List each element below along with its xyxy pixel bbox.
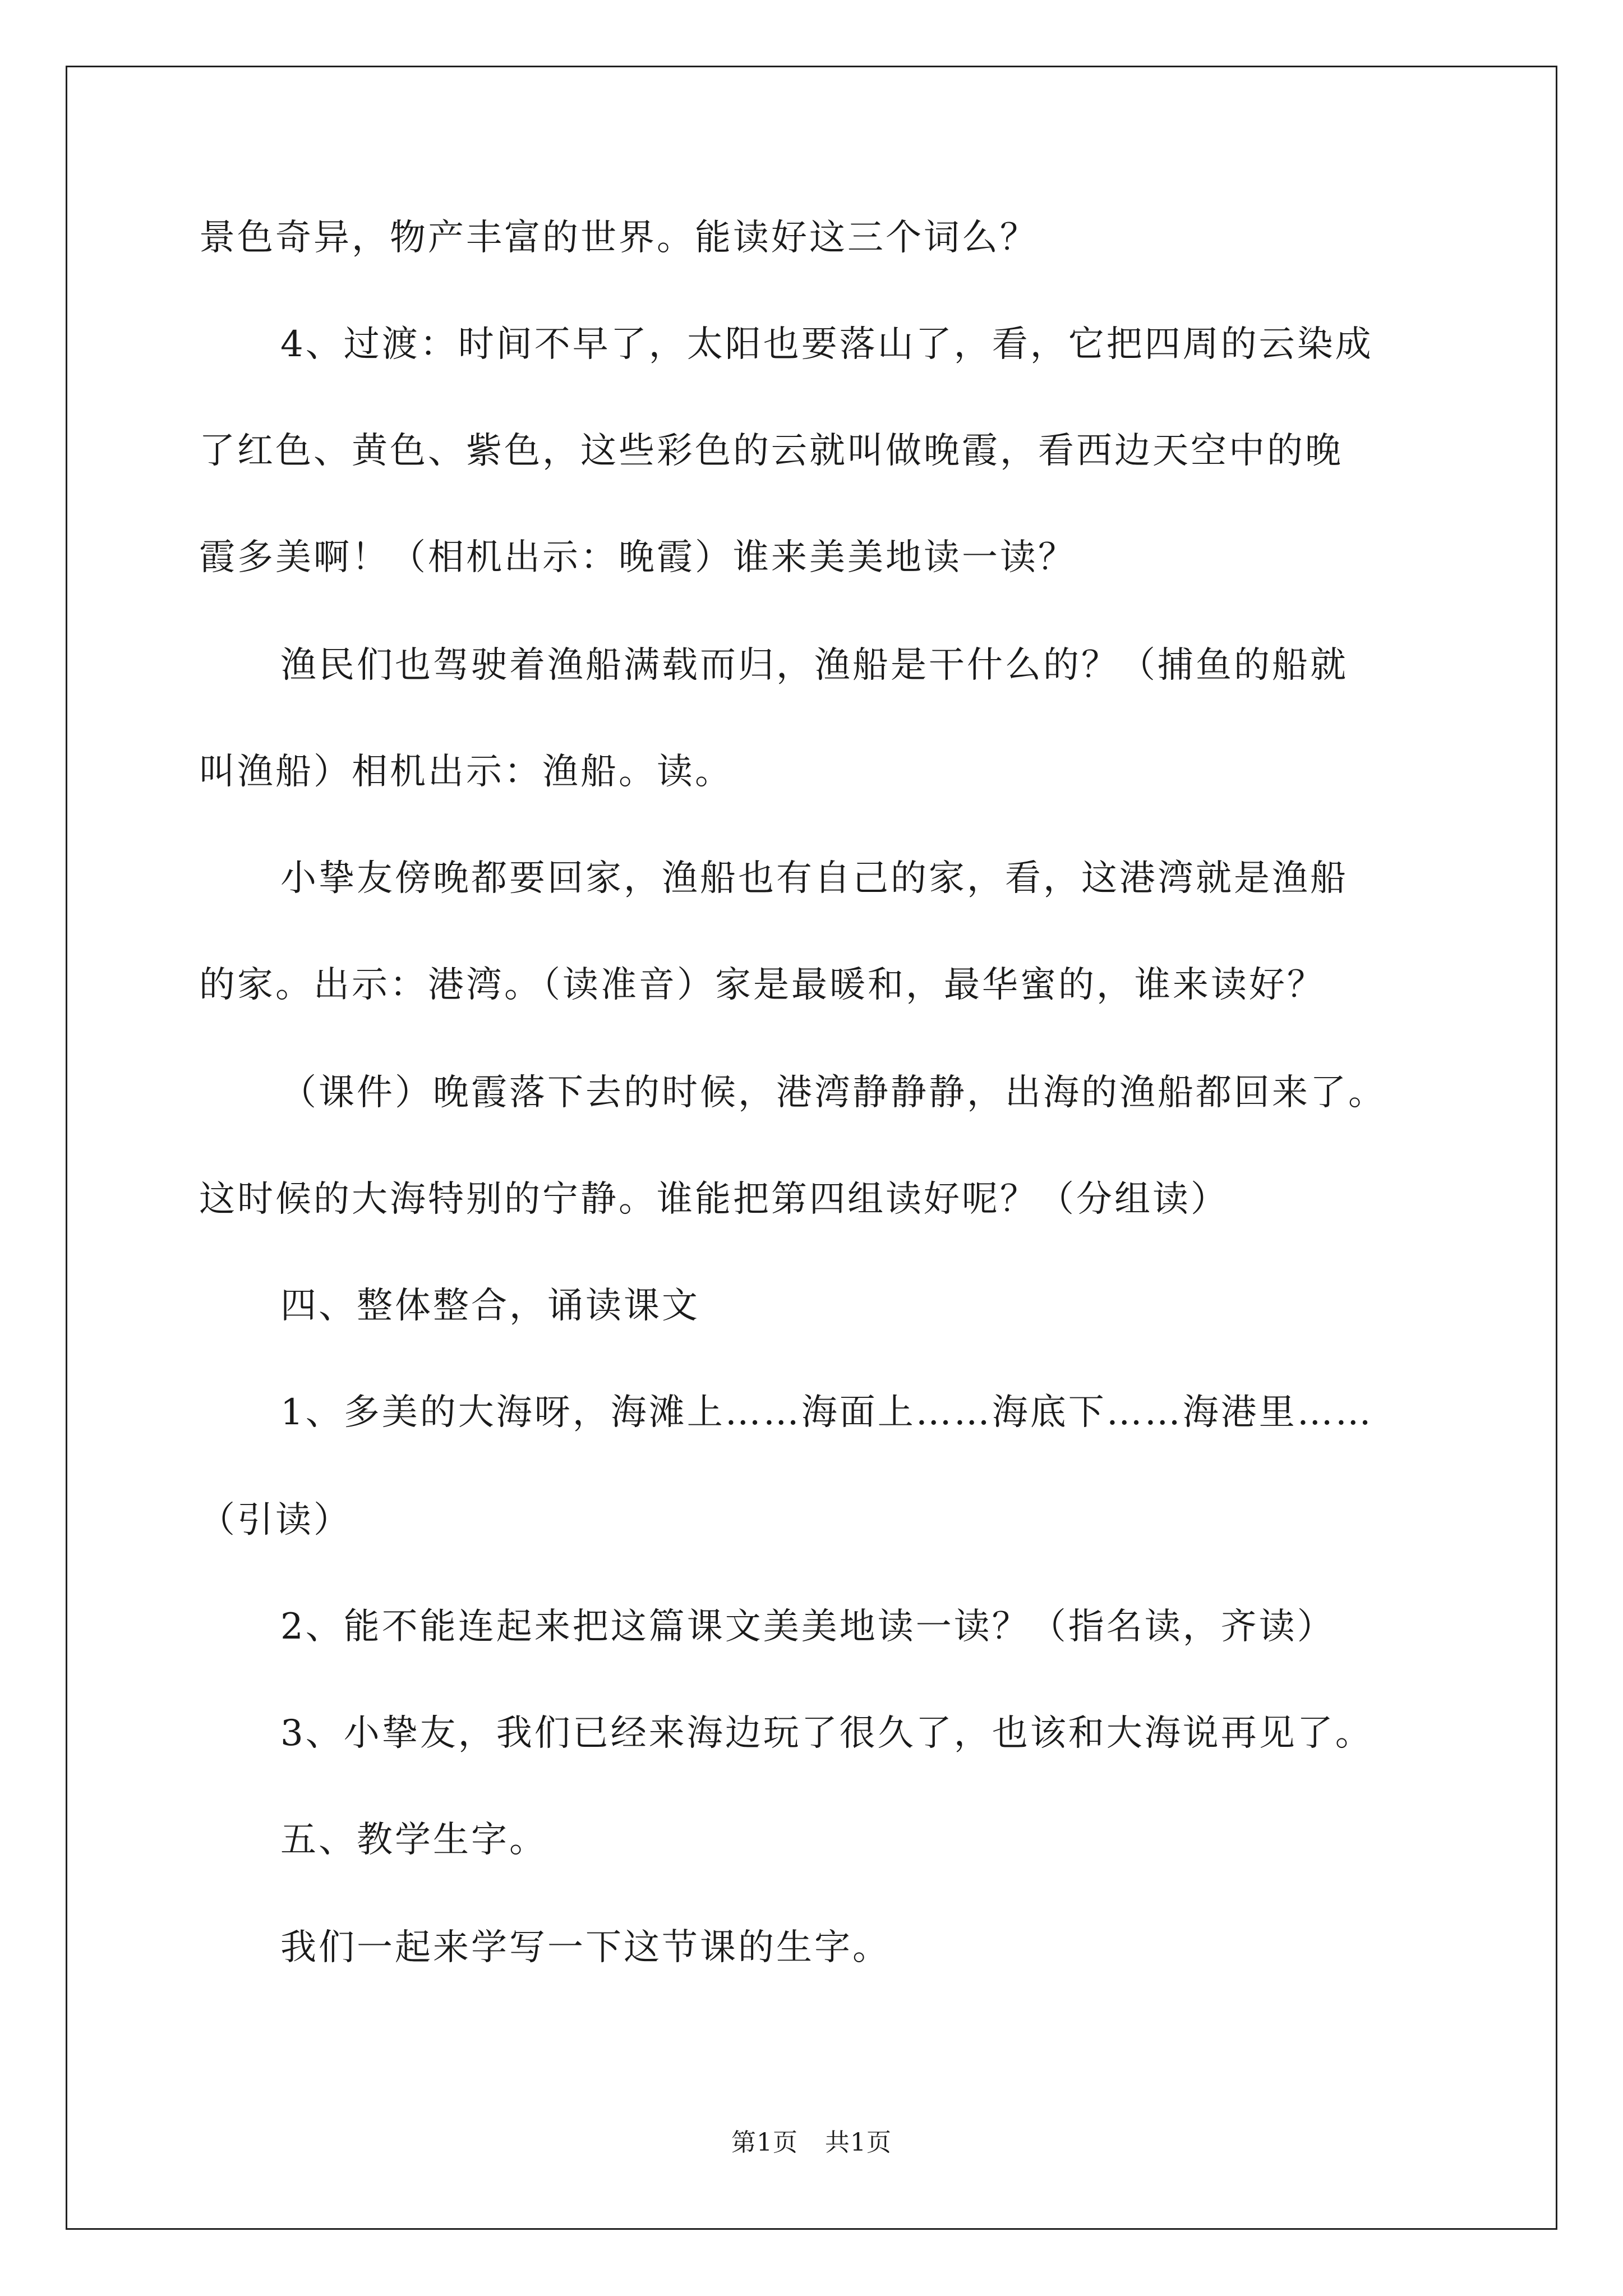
text-line: 4、过渡：时间不早了，太阳也要落山了，看，它把四周的云染成 [280,324,1373,365]
text-line: 渔民们也驾驶着渔船满载而归，渔船是干什么的？（捕鱼的船就 [280,645,1348,686]
text-line: 霞多美啊！（相机出示：晚霞）谁来美美地读一读？ [199,537,1076,578]
text-line: 叫渔船）相机出示：渔船。读。 [199,751,733,793]
text-line: 2、能不能连起来把这篇课文美美地读一读？（指名读，齐读） [280,1606,1335,1648]
section-heading: 五、教学生字。 [280,1819,547,1861]
section-heading: 四、整体整合，诵读课文 [280,1285,700,1327]
page-number-current: 第1页 [731,2128,798,2157]
page-border [66,66,1557,2230]
text-line: 景色奇异，物产丰富的世界。能读好这三个词么？ [199,217,1038,259]
text-line: （引读） [199,1499,352,1541]
text-line: 的家。出示：港湾。（读准音）家是最暖和，最华蜜的，谁来读好？ [199,964,1325,1006]
text-line: 我们一起来学写一下这节课的生字。 [280,1927,891,1968]
page-footer [0,2126,1623,2160]
text-line: 3、小挚友，我们已经来海边玩了很久了，也该和大海说再见了。 [280,1713,1373,1754]
text-line: 小挚友傍晚都要回家，渔船也有自己的家，看，这港湾就是渔船 [280,858,1348,899]
page-number-total: 共1页 [825,2128,892,2157]
text-line: 1、多美的大海呀，海滩上……海面上……海底下……海港里…… [280,1392,1373,1433]
text-line: 了红色、黄色、紫色，这些彩色的云就叫做晚霞，看西边天空中的晚 [199,430,1343,472]
text-line: （课件）晚霞落下去的时候，港湾静静静，出海的渔船都回来了。 [280,1072,1386,1114]
text-line: 这时候的大海特别的宁静。谁能把第四组读好呢？（分组读） [199,1179,1229,1220]
